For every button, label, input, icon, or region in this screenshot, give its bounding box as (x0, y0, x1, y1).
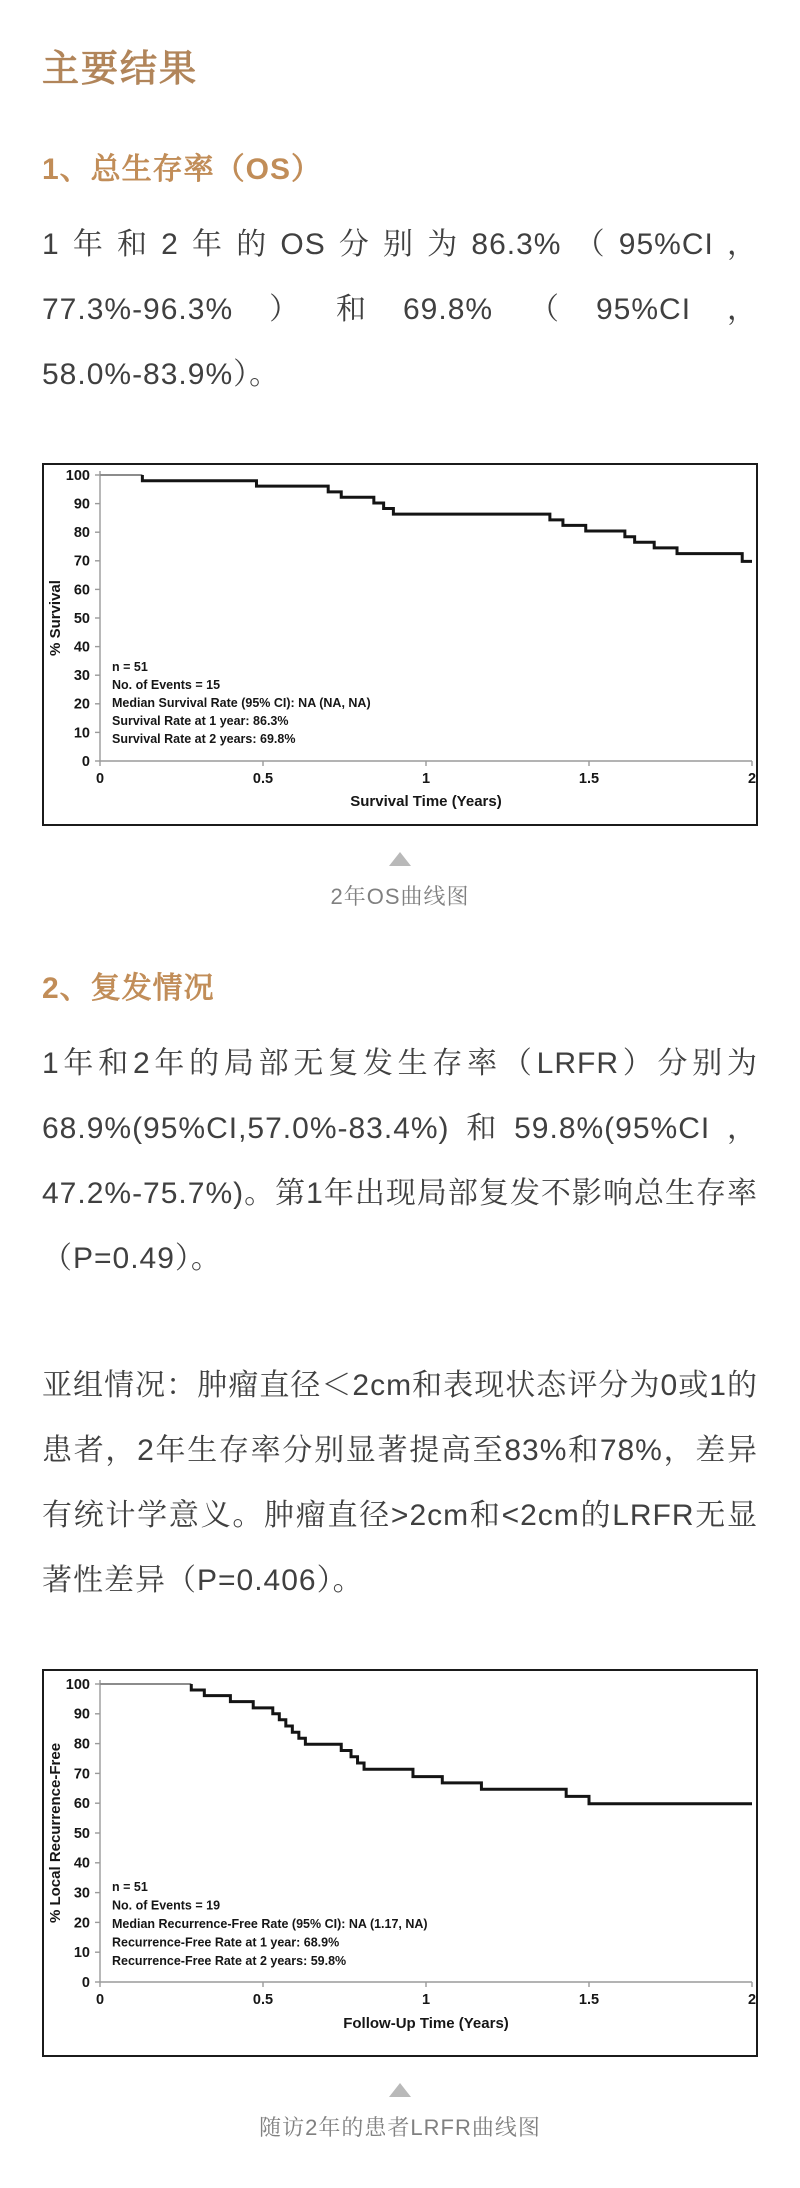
svg-text:0.5: 0.5 (252, 1992, 274, 2008)
svg-text:30: 30 (73, 668, 90, 685)
os-chart-caption: 2年OS曲线图 (330, 884, 470, 909)
section-2-body-1: 1年和2年的局部无复发生存率（LRFR）分别为68.9%(95%CI,57.0%-83.4%)和59.8%(95%CI，47.2%-75.7%)。第1年出现局部复发不影响总生存率（P=0.49）。 (42, 1047, 758, 1275)
svg-text:0: 0 (95, 1992, 105, 2008)
svg-text:Survival Rate at 2 years: 69.8: Survival Rate at 2 years: 69.8% (112, 731, 296, 746)
svg-text:Follow-Up Time (Years): Follow-Up Time (Years) (343, 2015, 509, 2032)
svg-text:0.5: 0.5 (252, 771, 274, 787)
svg-text:1: 1 (421, 1992, 431, 2008)
caption-arrow-icon (389, 852, 411, 866)
svg-text:Median Recurrence-Free Rate (9: Median Recurrence-Free Rate (95% CI): NA (1.17, NA) (112, 1916, 428, 1931)
svg-text:0: 0 (81, 753, 90, 770)
svg-text:50: 50 (73, 1825, 90, 1842)
svg-text:50: 50 (73, 610, 90, 627)
page-title: 主要结果 (42, 49, 198, 90)
svg-text:60: 60 (73, 582, 90, 599)
svg-text:80: 80 (73, 525, 90, 542)
svg-text:1.5: 1.5 (578, 1992, 600, 2008)
svg-text:40: 40 (73, 639, 90, 656)
svg-text:% Local Recurrence-Free: % Local Recurrence-Free (47, 1742, 64, 1924)
svg-text:70: 70 (73, 553, 90, 570)
svg-text:1: 1 (421, 771, 431, 787)
svg-text:80: 80 (73, 1736, 90, 1753)
svg-text:Survival Time (Years): Survival Time (Years) (350, 793, 502, 810)
svg-text:90: 90 (73, 496, 90, 513)
km-chart-os (42, 463, 758, 826)
svg-text:n = 51: n = 51 (112, 659, 148, 674)
svg-text:No. of Events = 15: No. of Events = 15 (112, 677, 221, 692)
svg-text:n = 51: n = 51 (112, 1879, 148, 1894)
svg-text:% Survival: % Survival (47, 580, 64, 656)
section-1-body: 1年和2年的OS分别为86.3%（95%CI，77.3%-96.3%）和69.8%（95%CI，58.0%-83.9%）。 (42, 228, 758, 391)
svg-text:20: 20 (73, 1915, 90, 1932)
svg-text:No. of Events = 19: No. of Events = 19 (112, 1898, 221, 1913)
os-chart-figure (42, 463, 758, 911)
svg-text:Recurrence-Free Rate at 1 year: Recurrence-Free Rate at 1 year: 68.9% (112, 1935, 340, 1950)
svg-text:40: 40 (73, 1855, 90, 1872)
section-1-heading: 1、总生存率（OS） (42, 153, 323, 186)
svg-text:0: 0 (95, 771, 105, 787)
km-step-curve-svg (44, 1671, 756, 2055)
svg-text:Median Survival Rate (95% CI):: Median Survival Rate (95% CI): NA (NA, NA) (112, 695, 371, 710)
lrfr-chart-caption: 随访2年的患者LRFR曲线图 (259, 2115, 541, 2140)
svg-text:30: 30 (73, 1885, 90, 1902)
km-step-curve-svg (44, 465, 756, 824)
km-chart-lrfr (42, 1669, 758, 2057)
caption-arrow-icon (389, 2083, 411, 2097)
svg-text:2: 2 (747, 771, 756, 787)
svg-text:90: 90 (73, 1706, 90, 1723)
svg-text:10: 10 (73, 1945, 90, 1962)
svg-text:0: 0 (81, 1974, 90, 1991)
section-2-heading: 2、复发情况 (42, 972, 215, 1005)
section-2-body-2: 亚组情况：肿瘤直径＜2cm和表现状态评分为0或1的患者，2年生存率分别显著提高至83%和78%，差异有统计学意义。肿瘤直径>2cm和<2cm的LRFR无显著性差异（P=0.406）。 (42, 1369, 758, 1597)
lrfr-chart-figure (42, 1669, 758, 2142)
svg-text:10: 10 (73, 725, 90, 742)
svg-text:60: 60 (73, 1796, 90, 1813)
svg-text:100: 100 (65, 1676, 90, 1693)
svg-text:20: 20 (73, 696, 90, 713)
svg-text:100: 100 (65, 467, 90, 484)
svg-text:Recurrence-Free Rate at 2 year: Recurrence-Free Rate at 2 years: 59.8% (112, 1953, 347, 1968)
svg-text:1.5: 1.5 (578, 771, 600, 787)
svg-text:2: 2 (747, 1992, 756, 2008)
svg-text:Survival Rate at 1 year: 86.3%: Survival Rate at 1 year: 86.3% (112, 713, 289, 728)
svg-text:70: 70 (73, 1766, 90, 1783)
